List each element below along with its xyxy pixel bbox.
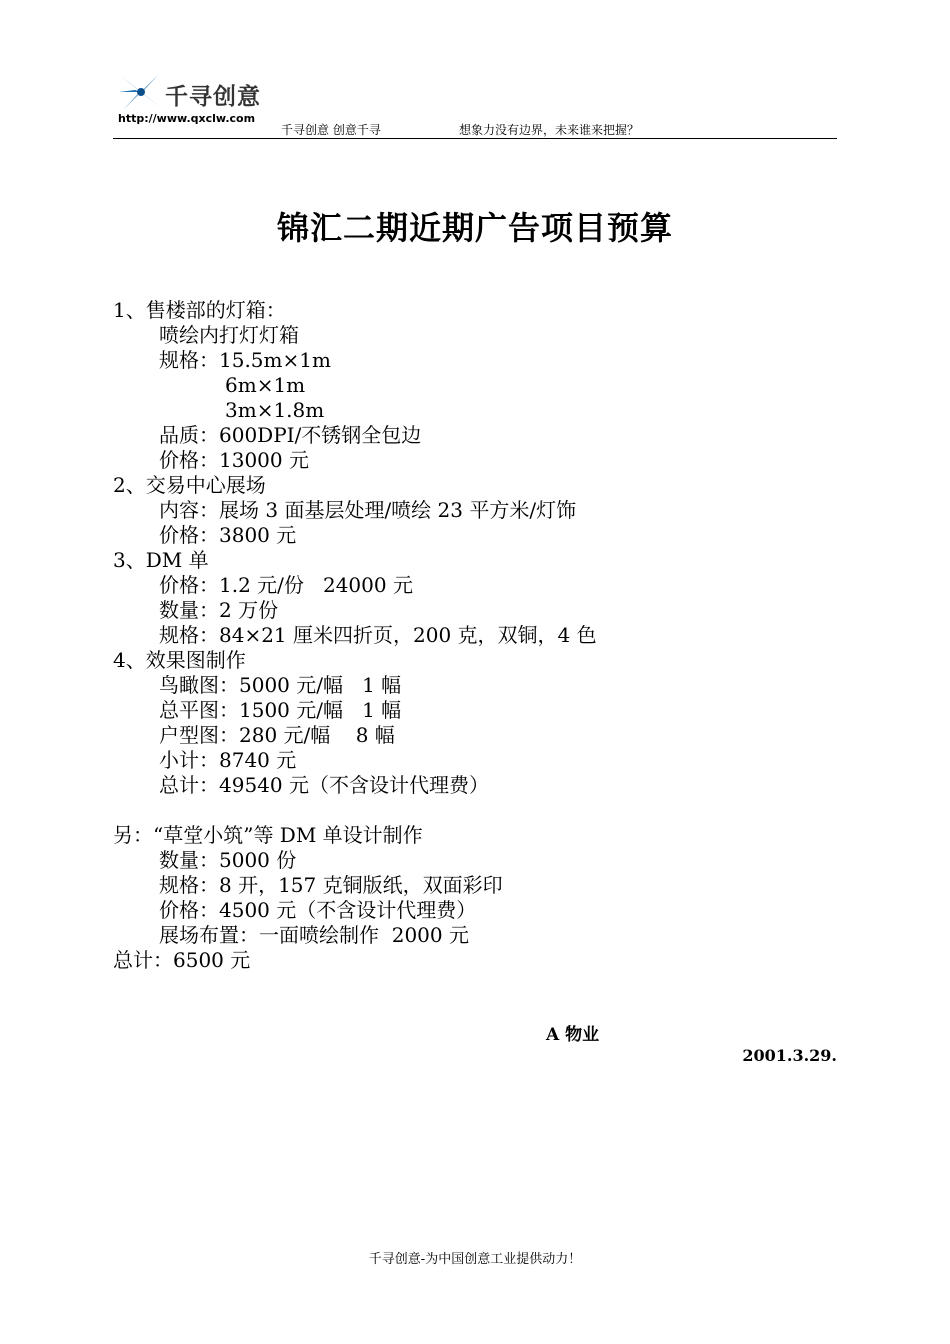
signature: A 物业: [546, 1025, 600, 1045]
list-item: 规格：15.5m×1m: [159, 348, 331, 372]
section-heading: 另：“草堂小筑”等 DM 单设计制作: [113, 823, 423, 847]
list-item: 价格：13000 元: [159, 448, 309, 472]
page-footer: 千寻创意-为中国创意工业提供动力！: [368, 1252, 582, 1267]
list-item: 鸟瞰图：5000 元/幅 1 幅: [159, 673, 402, 697]
list-item: 总计：49540 元（不含设计代理费）: [159, 773, 489, 797]
logo-url[interactable]: http://www.qxclw.com: [118, 112, 256, 125]
list-item: 价格：1.2 元/份 24000 元: [159, 573, 413, 597]
star-burst-icon: [119, 72, 163, 112]
list-item: 展场布置：一面喷绘制作 2000 元: [159, 923, 469, 947]
section-heading: 2、交易中心展场: [113, 473, 266, 497]
section-heading: 1、售楼部的灯箱：: [113, 298, 286, 322]
list-item: 6m×1m: [225, 373, 306, 397]
section-heading: 3、DM 单: [113, 548, 209, 572]
list-item: 数量：5000 份: [159, 848, 297, 872]
document-body: [113, 298, 597, 973]
document-date: 2001.3.29.: [742, 1046, 837, 1065]
list-item: 总平图：1500 元/幅 1 幅: [159, 698, 402, 722]
list-item: 内容：展场 3 面基层处理/喷绘 23 平方米/灯饰: [159, 498, 577, 522]
list-item: 规格：84×21 厘米四折页，200 克，双铜，4 色: [159, 623, 597, 647]
list-item: 价格：3800 元: [159, 523, 297, 547]
list-item: 品质：600DPI/不锈钢全包边: [159, 423, 422, 447]
logo-name: 千寻创意: [165, 84, 261, 110]
list-item: 户型图：280 元/幅 8 幅: [159, 723, 395, 747]
list-item: 3m×1.8m: [225, 398, 325, 422]
page-header: [113, 68, 837, 139]
slogan-right: 想象力没有边界，未来谁来把握？: [459, 123, 640, 137]
section-heading: 4、效果图制作: [113, 648, 246, 672]
slogan-left: 千寻创意 创意千寻: [281, 123, 381, 137]
list-item: 小计：8740 元: [159, 748, 297, 772]
list-item: 规格：8 开，157 克铜版纸，双面彩印: [159, 873, 503, 897]
document-title: 锦汇二期近期广告项目预算: [276, 209, 673, 247]
list-item: 数量：2 万份: [159, 598, 279, 622]
list-item: 价格：4500 元（不含设计代理费）: [159, 898, 477, 922]
grand-total: 总计：6500 元: [113, 948, 251, 972]
spacer: [113, 798, 597, 823]
list-item: 喷绘内打灯灯箱: [159, 323, 299, 347]
